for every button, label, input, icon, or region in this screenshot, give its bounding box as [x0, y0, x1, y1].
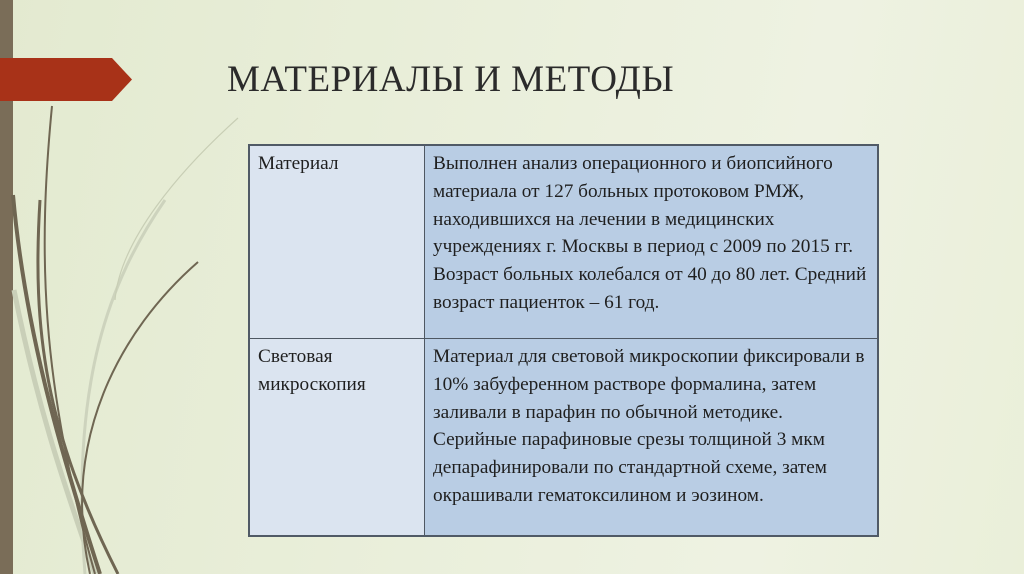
materials-methods-table — [248, 144, 879, 537]
row-label-light-microscopy: Световая микроскопия — [249, 339, 425, 537]
row-text-material: Выполнен анализ операционного и биопсийного материала от 127 больных протоковом РМЖ, находившихся на лечении в медицинских учреждениях г. Москвы в период с 2009 по 2015 гг. Возраст больных колебался от 40 до 80 лет. Средний возраст пациенток – 61 год. — [425, 145, 879, 339]
title-arrow-marker — [0, 58, 132, 101]
row-text-light-microscopy: Материал для световой микроскопии фиксировали в 10% забуференном растворе формалина, затем заливали в парафин по обычной методике. Серийные парафиновые срезы толщиной 3 мкм депарафинировали по стандартной схеме, затем окрашивали гематоксилином и эозином. — [425, 339, 879, 537]
row-label-material: Материал — [249, 145, 425, 339]
table-row — [249, 339, 878, 537]
slide-title: МАТЕРИАЛЫ И МЕТОДЫ — [227, 59, 675, 100]
table-row — [249, 145, 878, 339]
